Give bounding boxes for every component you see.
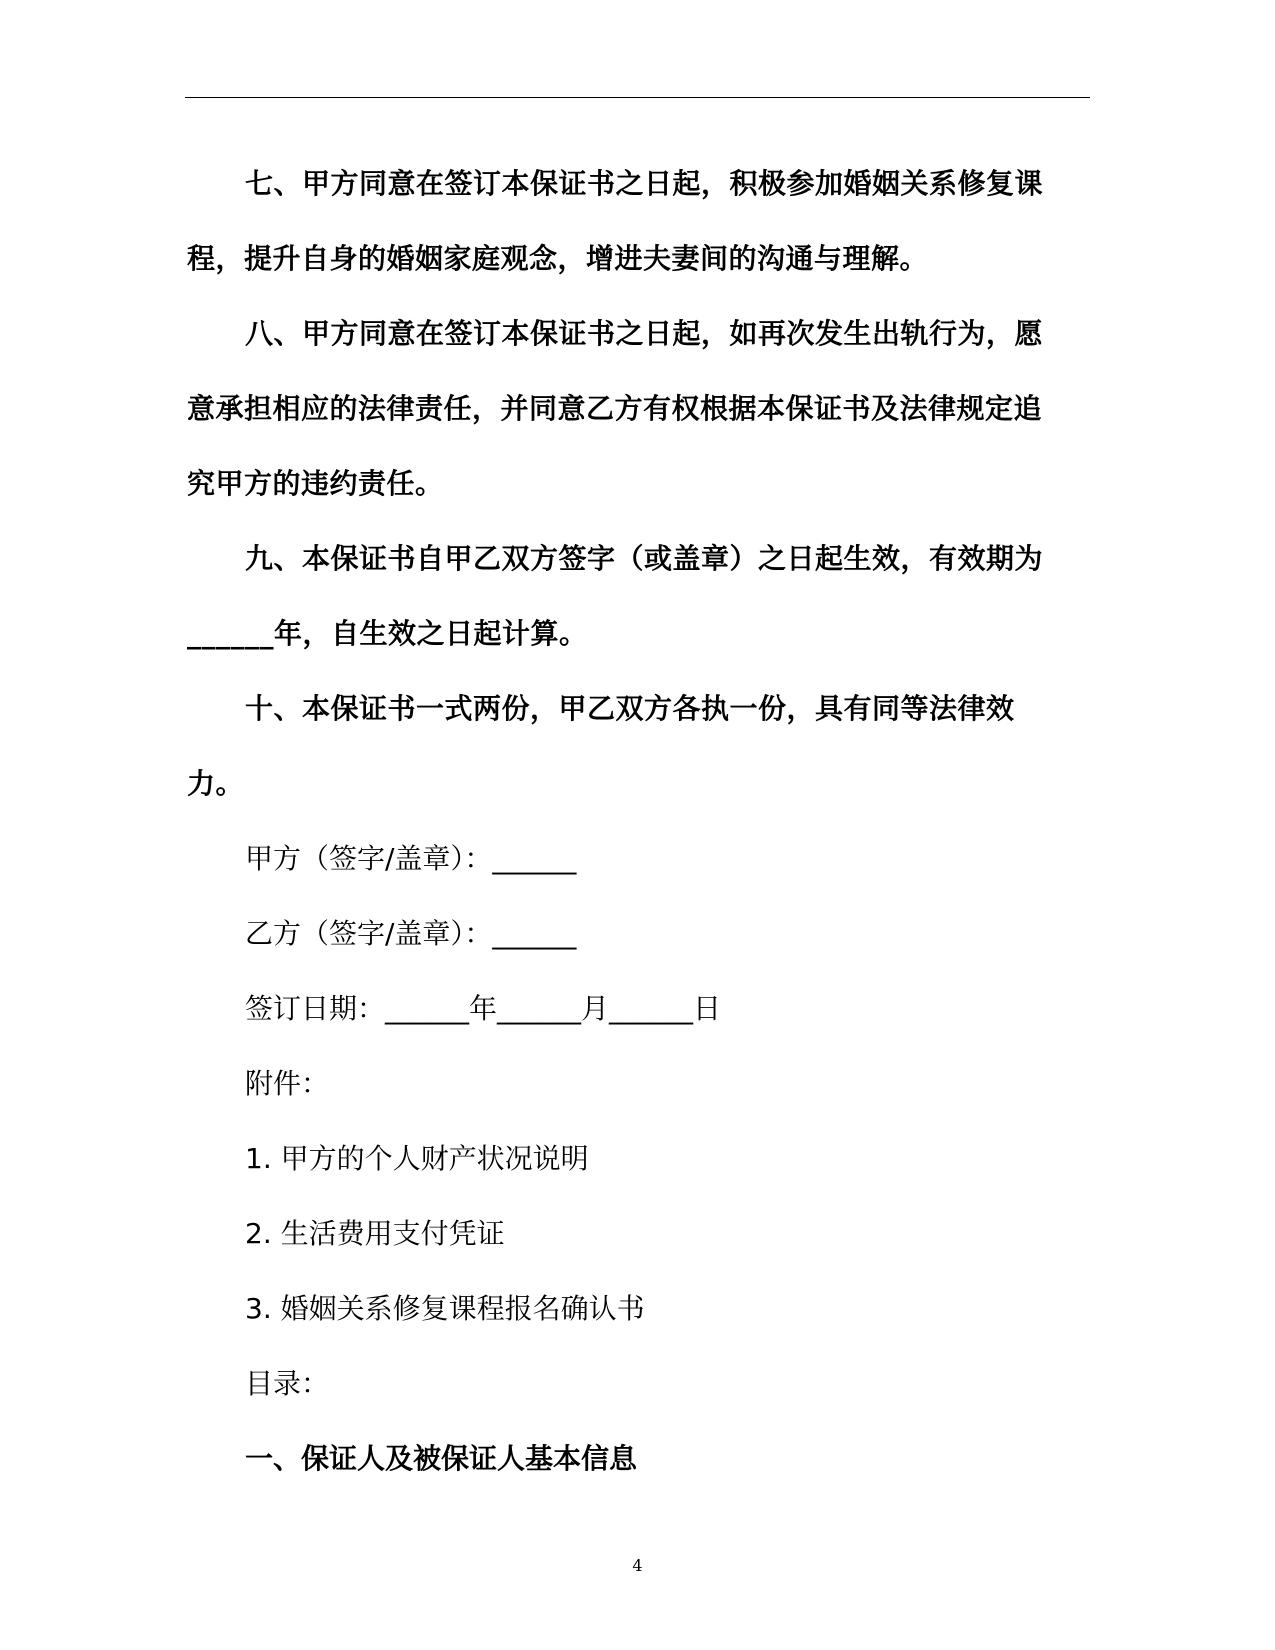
header-rule	[185, 97, 1090, 98]
document-body	[187, 146, 1067, 1496]
clause-8: 八、甲方同意在签订本保证书之日起，如再次发生出轨行为，愿意承担相应的法律责任，并同意乙方有权根据本保证书及法律规定追究甲方的违约责任。	[187, 317, 1044, 500]
attachments-title: 附件：	[245, 1067, 330, 1100]
toc-entry: 一、保证人及被保证人基本信息	[245, 1442, 638, 1475]
clause-7: 七、甲方同意在签订本保证书之日起，积极参加婚姻关系修复课程，提升自身的婚姻家庭观念，增进夫妻间的沟通与理解。	[187, 167, 1044, 275]
clause-10: 十、本保证书一式两份，甲乙双方各执一份，具有同等法律效力。	[187, 692, 1015, 800]
attachment-item: 3. 婚姻关系修复课程报名确认书	[245, 1292, 645, 1325]
party-b-signature-line: 乙方（签字/盖章）：______	[245, 917, 577, 950]
party-a-signature-line: 甲方（签字/盖章）：______	[245, 842, 577, 875]
page-number: 4	[632, 1556, 643, 1575]
clause-9: 九、本保证书自甲乙双方签字（或盖章）之日起生效，有效期为______年，自生效之日起计算。	[187, 542, 1044, 650]
attachment-item: 2. 生活费用支付凭证	[245, 1217, 505, 1250]
attachment-item: 1. 甲方的个人财产状况说明	[245, 1142, 589, 1175]
signing-date-line: 签订日期：______年______月______日	[245, 992, 722, 1025]
toc-title: 目录：	[245, 1367, 330, 1400]
